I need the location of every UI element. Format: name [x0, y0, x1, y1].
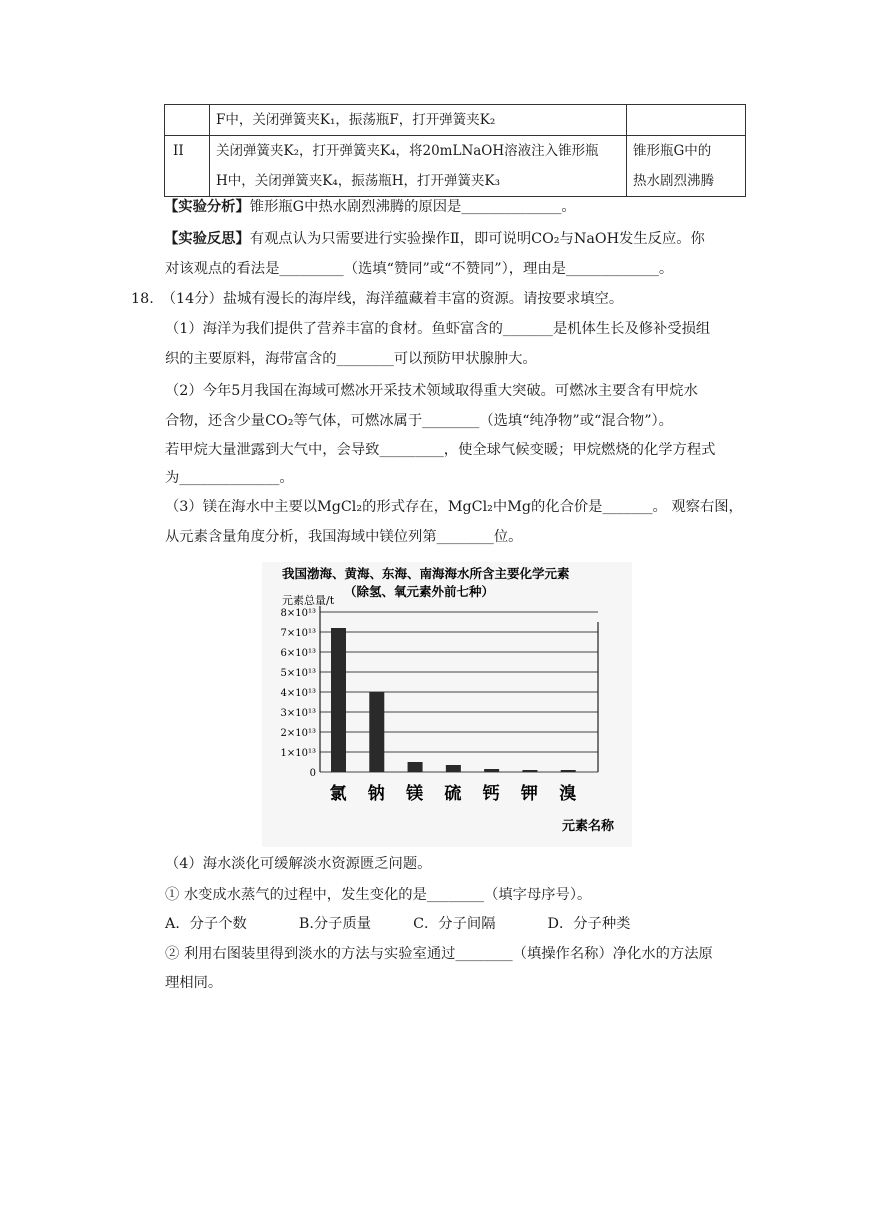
chart-subtitle: （除氢、氧元素外前七种） [344, 584, 495, 599]
analysis-text: 锥形瓶G中热水剧烈沸腾的原因是______________。 [249, 199, 576, 215]
operation-cell: F中，关闭弹簧夹K₁，振荡瓶F，打开弹簧夹K₂ [210, 105, 627, 136]
q18-p2-line3: 若甲烷大量泄露到大气中，会导致_________，使全球气候变暖；甲烷燃烧的化学方程式 [165, 442, 716, 458]
result-cell [627, 136, 746, 197]
x-axis-label: 元素名称 [562, 819, 615, 834]
y-tick-label: 8×10¹³ [280, 608, 316, 619]
question-18-intro [131, 288, 623, 310]
x-tick-label: 钾 [520, 784, 538, 804]
y-tick-label: 3×10¹³ [280, 708, 316, 719]
experiment-table [164, 104, 746, 197]
chart-title: 我国渤海、黄海、东海、南海海水所含主要化学元素 [282, 566, 570, 581]
q18-p3-line1: （3）镁在海水中主要以MgCl₂的形式存在，MgCl₂中Mg的化合价是_______。 观察右图， [165, 499, 743, 515]
y-tick-label: 1×10¹³ [280, 748, 316, 759]
q18-p1-line1: （1）海洋为我们提供了营养丰富的食材。鱼虾富含的_______是机体生长及修补受损组 [165, 321, 711, 337]
table-row [165, 136, 746, 197]
bar-6 [522, 770, 537, 772]
option-c: C．分子间隔 [413, 916, 496, 932]
x-tick-label: 钙 [482, 784, 500, 804]
q18-p2-line4: 为______________。 [165, 470, 294, 486]
y-tick-label: 4×10¹³ [280, 688, 316, 699]
table-row [165, 105, 746, 136]
option-a: A．分子个数 [165, 916, 247, 932]
analysis-line [164, 196, 576, 218]
bar-7 [561, 770, 576, 772]
bar-2 [369, 692, 384, 772]
analysis-tag: 【实验分析】 [164, 199, 250, 215]
q18-p2-line2: 合物，还含少量CO₂等气体，可燃冰属于________（选填“纯净物”或“混合物”）。 [165, 413, 673, 429]
result-line: 锥形瓶G中的 [633, 143, 712, 159]
q18-p1-line2: 织的主要原料，海带富含的________可以预防甲状腺肿大。 [165, 351, 537, 367]
y-tick-label: 6×10¹³ [280, 648, 316, 659]
bar-4 [446, 765, 461, 772]
reflection-line-2: 对该观点的看法是_________（选填“赞同”或“不赞同”），理由是_____________。 [165, 261, 674, 277]
q18-p3-line2: 从元素含量角度分析，我国海域中镁位列第________位。 [165, 529, 523, 545]
x-tick-label: 镁 [406, 784, 424, 804]
x-tick-label: 溴 [559, 784, 577, 804]
y-axis-label: 元素总量/t [282, 594, 335, 607]
q18-options [165, 913, 630, 935]
option-d: D．分子种类 [547, 916, 631, 932]
result-line: 热水剧烈沸腾 [633, 173, 714, 189]
q18-p2-line1: （2）今年5月我国在海域可燃冰开采技术领域取得重大突破。可燃冰主要含有甲烷水 [165, 383, 698, 399]
y-tick-label: 5×10¹³ [280, 668, 316, 679]
q18-p4-q2-line1: ② 利用右图装里得到淡水的方法与实验室通过________（填操作名称）净化水的方法原 [165, 946, 713, 962]
row-number: II [165, 136, 210, 197]
operation-line: 关闭弹簧夹K₂，打开弹簧夹K₄，将20mLNaOH溶液注入锥形瓶 [216, 143, 599, 159]
result-cell [627, 105, 746, 136]
question-number: 18. [131, 291, 154, 307]
bar-1 [331, 628, 346, 772]
q18-p4-q1: ① 水变成水蒸气的过程中，发生变化的是________（填字母序号）。 [165, 887, 592, 903]
q18-p4-line1: （4）海水淡化可缓解淡水资源匮乏问题。 [165, 856, 432, 872]
y-tick-label: 7×10¹³ [280, 628, 316, 639]
x-tick-label: 硫 [444, 784, 462, 804]
element-bar-chart [262, 562, 632, 847]
reflection-text: 有观点认为只需要进行实验操作Ⅱ，即可说明CO₂与NaOH发生反应。你 [249, 231, 705, 247]
operation-cell [210, 136, 627, 197]
y-tick-label: 0 [309, 768, 316, 779]
x-tick-label: 钠 [367, 784, 385, 804]
bar-3 [408, 762, 423, 772]
bar-5 [484, 769, 499, 772]
x-tick-label: 氯 [329, 784, 347, 804]
operation-line: H中，关闭弹簧夹K₄，振荡瓶H，打开弹簧夹K₃ [216, 173, 501, 189]
y-tick-labels [281, 608, 316, 779]
row-number [165, 105, 210, 136]
question-intro: （14分）盐城有漫长的海岸线，海洋蕴藏着丰富的资源。请按要求填空。 [161, 291, 624, 307]
q18-p4-q2-line2: 理相同。 [165, 975, 223, 991]
reflection-tag: 【实验反思】 [164, 231, 250, 247]
y-tick-label: 2×10¹³ [280, 728, 316, 739]
option-b: B.分子质量 [298, 916, 372, 932]
reflection-line-1 [164, 228, 705, 250]
